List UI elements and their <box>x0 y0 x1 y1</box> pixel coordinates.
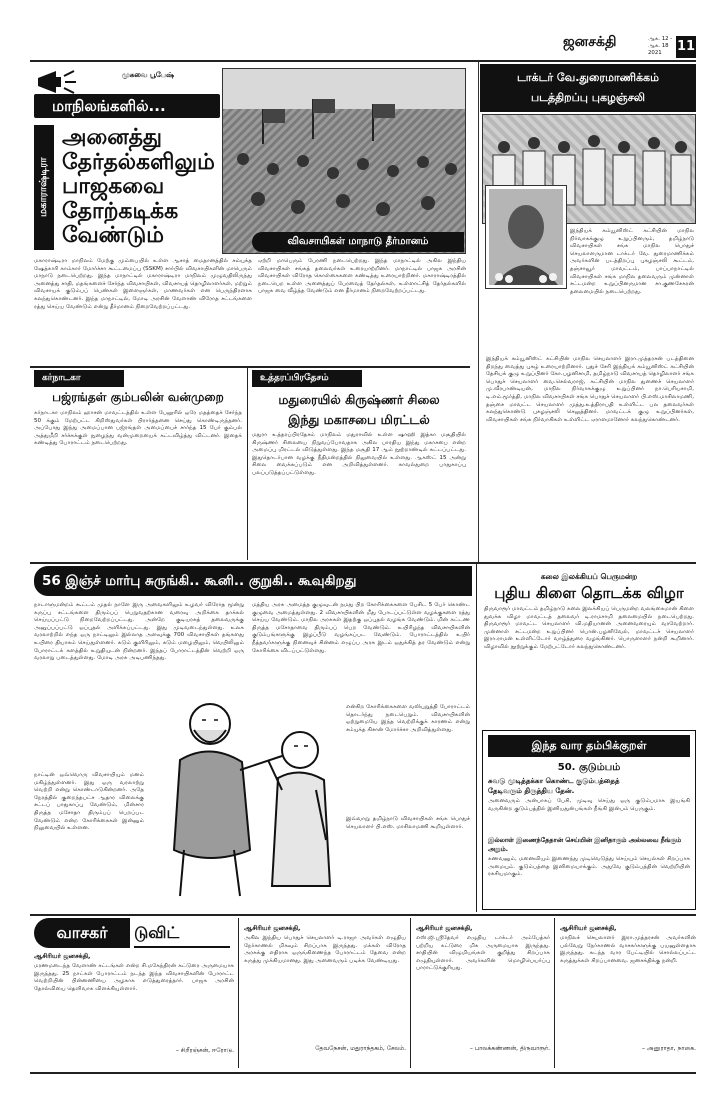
headline-line: பாஜகவை <box>62 174 165 199</box>
column-rule <box>238 918 239 1068</box>
tribute-title <box>480 64 696 112</box>
portrait-photo <box>486 186 566 288</box>
letter-signature: – சிறீரஞ்சன், ஈரோடு. <box>175 1047 234 1054</box>
byline: முகவை பூபேஷ் <box>122 71 174 79</box>
headline <box>62 126 222 249</box>
kural-chapter: 50. குடும்பம் <box>557 762 621 773</box>
letter-body: எஸ்.ஜி.ஸ்ரீதேவர் எழுதிய டாக்டர் அம்பேத்கர் பற்றிய கட்டுரை மிக அருமையாக இருந்தது. சாதியின் விழுமியங்கள் குறித்து சிறப்பாக எழுதியுள்ளார். அவர்களின் மொழிபெயர்ப்பு பாராட்டுக்குரியது. <box>416 935 550 972</box>
article-body: ஏற்றி மாபெரும் பேரணி நடைபெற்றது. இந்த மாநாட்டில் அகில இந்திய விவசாயிகள் சங்கத் தலைவர்கள் உரையாற்றினர். மாநாட்டில் பாஜக அரசின் விவசாயிகள் விரோத கொள்கைகளை கண்டித்து உரையாற்றினர். மகாராஷ்டிரத்தில் நடைபெற உள்ள அனைத்துப் பேரவைத் தேர்தல்கள், உள்ளாட்சித் தேர்தல்களில் பாஜக வை வீழ்த்த வேண்டும் என தீர்மானம் நிறைவேற்றப்பட்டது. <box>258 258 466 295</box>
story-headline: 56 இஞ்ச் மார்பு சுருங்கி.. கூனி.. குறுகி.. கூவுகிறது <box>42 573 357 589</box>
kalai-body: திருவாரூர் மாவட்டம் தமிழ்நாடு கலை இலக்கியப் பெருமன்ற வலங்கைமான் கிளை துவக்க விழா மாவட்டத் தலைவர் டி.ராமசாமி தலைமையில் நடைபெற்றது. திருவாரூர் மாவட்ட செயலாளர் வி.மதியானன் அனைவரையும் வரவேற்றார். முன்னாள் சட்டமன்ற உறுப்பினர் பொன்.பழனிவேல், மாவட்டச் செயலாளர் இரா.ராமன் உள்ளிட்டோர் வாழ்த்துரை வழங்கினர். பொருளாளர் நன்றி கூறினார். விழாவில் நூற்றுக்கும் மேற்பட்டோர் கலந்துகொண்டனர். <box>484 606 694 650</box>
kural-subcouplet: இல்லாள் இணைந்தேதான் செய்யின் இனிதாகும் அல்லவை நீங்கும் அறும். <box>488 836 682 853</box>
letter-salutation: ஆசிரியர் ஜனசக்தி, <box>34 952 91 960</box>
letter-salutation: ஆசிரியர் ஜனசக்தி, <box>560 924 617 932</box>
tribute-title-line: டாக்டர் வே.துரைமாணிக்கம் <box>517 71 659 84</box>
rally-photo <box>222 68 466 254</box>
letter-salutation: ஆசிரியர் ஜனசக்தி, <box>416 924 473 932</box>
headline-line: மதுரையில் கிருஷ்ணர் சிலை <box>278 392 440 407</box>
cartoon-illustration <box>150 690 346 908</box>
letter-body: மரணமடைந்த வேளாண் சட்டங்கள் என்ற சி.மகேந்திரன் கட்டுரை அருமையாக இருந்தது. 25 நாட்கள் போராட்டம் நடந்த இந்த விவசாயிகளின் போராட்ட வெற்றியின் பின்னணியை அழகாக எடுத்துரைத்தார். பாஜக அரசின் தோல்வியை தெளிவாக விளக்கியுள்ளார். <box>34 963 234 992</box>
headline-line: வேண்டும் <box>62 223 165 248</box>
kural-couplet <box>488 776 690 796</box>
letter <box>416 924 550 1068</box>
state-tag: உத்தரப்பிரதேசம் <box>252 370 362 387</box>
tribute-body: இந்தியக் கம்யூனிஸ்ட் கட்சியின் மாநில நிர்வாகக்குழு உறுப்பினரும், தமிழ்நாடு விவசாயிகள் சங்க மாநில பொதுச் செயலாளருமான டாக்டர் வே. துரைமாணிக்கம் அவர்களின் படத்திறப்பு புகழஞ்சலி கூட்டம், தஞ்சாவூர் மாவட்டம், பாப்பாநாட்டில் விவசாயிகள் சங்க மாநில தலைவரும் முன்னாள் சட்டமன்ற உறுப்பினருமான சா.குணசேகரன் தலைமையில் நடைபெற்றது. <box>570 228 694 295</box>
article-body: கர்நாடகா மாநிலம் ஹாசன் மாவட்டத்தில் உள்ள பேலூரில் ஒரே மதத்தைச் சேர்ந்த 50 க்கும் மேற்பட்ட கிறிஸ்துவர்கள் பிரார்த்தனை செய்து கொண்டிருந்தனர். அப்போது இந்து அமைப்பான பஜ்ரங்தள் அமைப்பைச் சார்ந்த 15 பேர் கும்பல் அத்துமீறி சர்ச்சுக்குள் நுழைந்து வன்முறையைக் கட்டவிழ்த்து விட்டனர். இதைக் கண்டித்து போராட்டம் நடைபெற்றது. <box>34 410 242 447</box>
story-body: நாடாளுமன்றம் கூட்டம் முதல் நாளே இரு அவைகளிலும் உழவர் விரோத மூன்று கருப்பு சட்டங்களை திரும்பப் பெறுவதற்கான வரைவு அறிக்கை தாக்கல் செய்யப்பட்டு நிறைவேற்றப்பட்டது. அன்றே குடியரசுத் தலைவருக்கு அனுப்பப்பட்டு ஒப்புதல் அளிக்கப்பட்டது. இது முடிவடைந்துள்ளது. உலக வரலாற்றில் எந்த ஒரு நாட்டிலும் இல்லாத அளவுக்கு 700 விவசாயிகள் தங்களது உயிரை தியாகம் செய்துள்ளனர். கடும் குளிரிலும், கடும் மழையிலும், வெயிலிலும் போராட்டக் களத்தில் உறுதியுடன் நின்றனர். இந்தப் போராட்டத்தின் வெற்றி ஒரு வரலாறு படைத்துள்ளது. மோடி அரசு அடிபணிந்தது. <box>34 602 244 662</box>
kural-banner: இந்த வார தம்பிக்குறள் <box>488 735 690 757</box>
letter <box>244 924 406 1068</box>
headline <box>252 390 466 430</box>
tribute-title-line: படத்திறப்பு புகழஞ்சலி <box>531 91 645 104</box>
photo-caption: விவசாயிகள் மாநாடு தீர்மானம் <box>252 232 464 252</box>
megaphone-icon <box>34 68 78 96</box>
section-heading: மாநிலங்களில்... <box>34 94 220 118</box>
headline-line: அனைத்து <box>62 125 163 150</box>
story-body: மத்திய அரசு அமைத்த குழுவுடன் நமது பிற கோரிக்கைகளை பேசிட 5 பேர் கொண்ட குழுவை அமைத்துள்ளது. 2 விவசாயிகளின் மீது போடப்பட்டுள்ள வழக்குகளை ரத்து செய்ய வேண்டும். மாநில அரசுகள் இதற்கு ஒப்புதல் வழங்க வேண்டும். மின் கட்டண திருத்த மசோதாவை திரும்பப் பெற வேண்டும். உயிரிழந்த விவசாயிகளின் குடும்பங்களுக்கு இழப்பீடு வழங்கப்பட வேண்டும். போராட்டத்தில் உயிர் நீத்தவர்களுக்கு நினைவுச் சின்னம் எழுப்ப அரசு இடம் ஒதுக்கித் தர வேண்டும் என்று கோரிக்கை விடப்பட்டுள்ளது. <box>252 602 470 654</box>
kural-body: கணவனும், மனைவியும் இணைந்து முடிவெடுத்து செய்யும் செயல்கள் சிறப்பாக அமையும். குடும்பத்தை இனிமையாக்கும். அதுவே குடும்பத்தின் வெற்றியின் ரகசியமாகும். <box>488 856 690 878</box>
story-credit: இவ்வாறு தமிழ்நாடு விவசாயிகள் சங்க பொதுச் செயலாளர் பி.எஸ். மாசிலாமணி கூறியுள்ளார். <box>346 816 470 830</box>
letter <box>34 952 234 1068</box>
kalai-headline: புதிய கிளை தொடக்க விழா <box>494 584 684 602</box>
divider <box>30 562 696 564</box>
divider <box>30 914 696 916</box>
tribute-body: இந்தியக் கம்யூனிஸ்ட் கட்சியின் மாநில செயலாளர் இரா.முத்தரசன் படத்தினை திறந்து வைத்து புகழ் உரையாற்றினார். புதுச் சேரி இந்தியக் கம்யூனிஸ்ட் கட்சியின் தேசியக் குழு உறுப்பினர் கோ.பழனிசாமி, தமிழ்நாடு விவசாயத் தொழிலாளர் சங்க பொதுச் செயலாளர் வை.செல்வராஜ், கட்சியின் மாநில துணைச் செயலாளர் மு.வீரபாண்டியன், மாநில நிர்வாகக்குழு உறுப்பினர் நா.பெரியசாமி, டி.எம்.மூர்த்தி, மாநில விவசாயிகள் சங்க பொதுச் செயலாளர் பி.எஸ்.மாசிலாமணி, தஞ்சை மாவட்ட செயலாளர் முத்து.உத்திராபதி உள்ளிட்ட பல தலைவர்கள் கலந்துகொண்டு புகழஞ்சலி செலுத்தினர். மாவட்டக் குழு உறுப்பினர்கள், விவசாயிகள் சங்க நிர்வாகிகள் உள்ளிட்ட ஏராளமானோர் கலந்துகொண்டனர். <box>486 356 694 423</box>
letter-salutation: ஆசிரியர் ஜனசக்தி, <box>244 924 301 932</box>
issue-date: ஆக. 12 - ஆக. 18 2021 <box>648 36 673 56</box>
headline-line: தோற்கடிக்க <box>62 198 179 224</box>
column-rule <box>247 368 248 560</box>
kalai-kicker: கலை இலக்கியப் பெருமன்ற <box>540 572 638 581</box>
column-rule <box>554 918 555 1068</box>
letter-body: அகில இந்திய பொதுச் செயலாளர் டி.ராஜா அவர்கள் எழுதிய நேர்காணல் மிகவும் சிறப்பாக இருந்தது. மக்கள் விரோத அரசுக்கு எதிராக ஒருங்கிணைந்த போராட்டம் தேவை என்ற கருத்து முக்கியமானது. இது அனைவரும் படிக்க வேண்டியது. <box>244 935 406 964</box>
masthead: ஜனசக்தி <box>563 34 617 50</box>
headline-line: இந்து மகாசபை மிரட்டல் <box>288 412 430 427</box>
column-rule <box>476 564 477 912</box>
column-rule <box>410 918 411 1068</box>
letter-signature: – அனுராதா, நாகை. <box>641 1045 696 1052</box>
story-body: என்கிற கோரிக்கைகளை வலியுறுத்தி போராட்டம் தொடர்ந்து நடைபெறும். விவசாயிகளின் ஒற்றுமையே இந்த வெற்றிக்குக் காரணம் என்று சம்யுக்த கிசான் மோர்ச்சா அறிவித்துள்ளது. <box>346 704 470 733</box>
article-body: மதுரா உத்தரப்பிரதேசம் மாநிலம் மதுராவில் உள்ள ஷாஹி இத்கா மசூதியில் கிருஷ்ணர் சிலையை நிறுவப்போவதாக அகில பாரதிய இந்து மகாசபை என்ற அமைப்பு மிரட்டல் விடுத்துள்ளது. இந்த மசூதி 17 ஆம் நூற்றாண்டில் கட்டப்பட்டது. இதுதொடர்பான வழக்கு நீதிமன்றத்தில் நிலுவையில் உள்ளது. ஆகஸ்ட் 15 அன்று சிலை வைக்கப்படும் என அறிவித்துள்ளனர். காவல்துறை பாதுகாப்பு பலப்படுத்தப்பட்டுள்ளது. <box>252 432 466 476</box>
headline-line: தேர்தல்களிலும் <box>62 149 215 175</box>
letters-banner: வாசகர் <box>34 918 130 948</box>
letter <box>560 924 696 1068</box>
letters-banner-right: டுவிட் <box>134 918 230 948</box>
letter-signature: – பாலக்கண்ணன், திருவாரூர். <box>469 1045 550 1052</box>
letter-body: மாநிலச் செயலாளர் இரா.முத்தரசன் அவர்களின் பல்வேறு நேர்காணல் வாசகர்களுக்கு பயனுள்ளதாக இருந்தது. கடந்த வார பேட்டியில் சொல்லப்பட்ட கருத்துக்கள் சிறப்பானவை. ஜனசக்திக்கு நன்றி. <box>560 935 696 964</box>
kural-body: அனைவரும் அன்பாகப் பேசி, முடிவு செய்து ஒரு குடும்பமாக இயங்கி வருகின்ற குடும்பத்தில் இனியதுன்பங்கள் நீங்கி இன்பம் பெருகும். <box>488 798 690 812</box>
state-tag: மகாராஷ்டிரா <box>34 125 54 250</box>
letter-signature: தேவநேசன், மதுராந்தகம், சேலம். <box>315 1045 406 1052</box>
page-number: 11 <box>676 36 696 58</box>
article-body: மகாராஷ்டிரா மாநிலம் மேற்கு மும்பையில் உள்ள ஆசாத் மைதானத்தில் சம்யுக்த ஷேத்காரி காம்கார் மோர்ச்சா கூட்டமைப்பு (SSKM) சார்பில் விவசாயிகளின் மாபெரும் மாநாடு நடைபெற்றது. இந்த மாநாட்டில் மகாராஷ்டிரா மாநிலம் முழுவதிலிருந்து அனைத்து சாதி, மதங்களைச் சேர்ந்த விவசாயிகள், விவசாயத் தொழிலாளர்கள், மற்றும் விவசாயக் குடும்பப் பெண்கள் இளைஞர்கள், மாணவர்கள் என பெருந்திரளாக கலந்துகொண்டனர். இந்த மாநாட்டில், மோடி அரசின் வேளாண் விரோத சட்டங்களை ரத்து செய்ய வேண்டும் என்று தீர்மானம் நிறைவேற்றப்பட்டது. <box>34 258 252 310</box>
state-tag: கர்நாடகா <box>34 370 124 387</box>
kural-line: தேடிவரும் திருத்திய தேன். <box>488 787 575 795</box>
story-body: நாட்டின் ஒவ்வொரு விவசாயியும் மனம் மகிழ்ந்துள்ளனர். இது ஒரு வரலாற்று வெற்றி என்று கொண்டாடுகின்றனர். அதே நேரத்தில் குறைந்தபட்ச ஆதார விலைக்கு சட்டப் பாதுகாப்பு வேண்டும், மின்சார திருத்த மசோதா திரும்பப் பெறப்பட வேண்டும் என்ற கோரிக்கைகள் இன்னும் நிலுவையில் உள்ளன. <box>34 772 144 832</box>
headline: பஜ்ரங்தள் கும்பலின் வன்முறை <box>52 390 224 404</box>
divider <box>30 366 470 368</box>
kural-line: சுவடு முடித்தக்கா கொண்ட குடும்பத்தைத் <box>488 777 620 785</box>
footer-rule <box>30 1072 696 1074</box>
